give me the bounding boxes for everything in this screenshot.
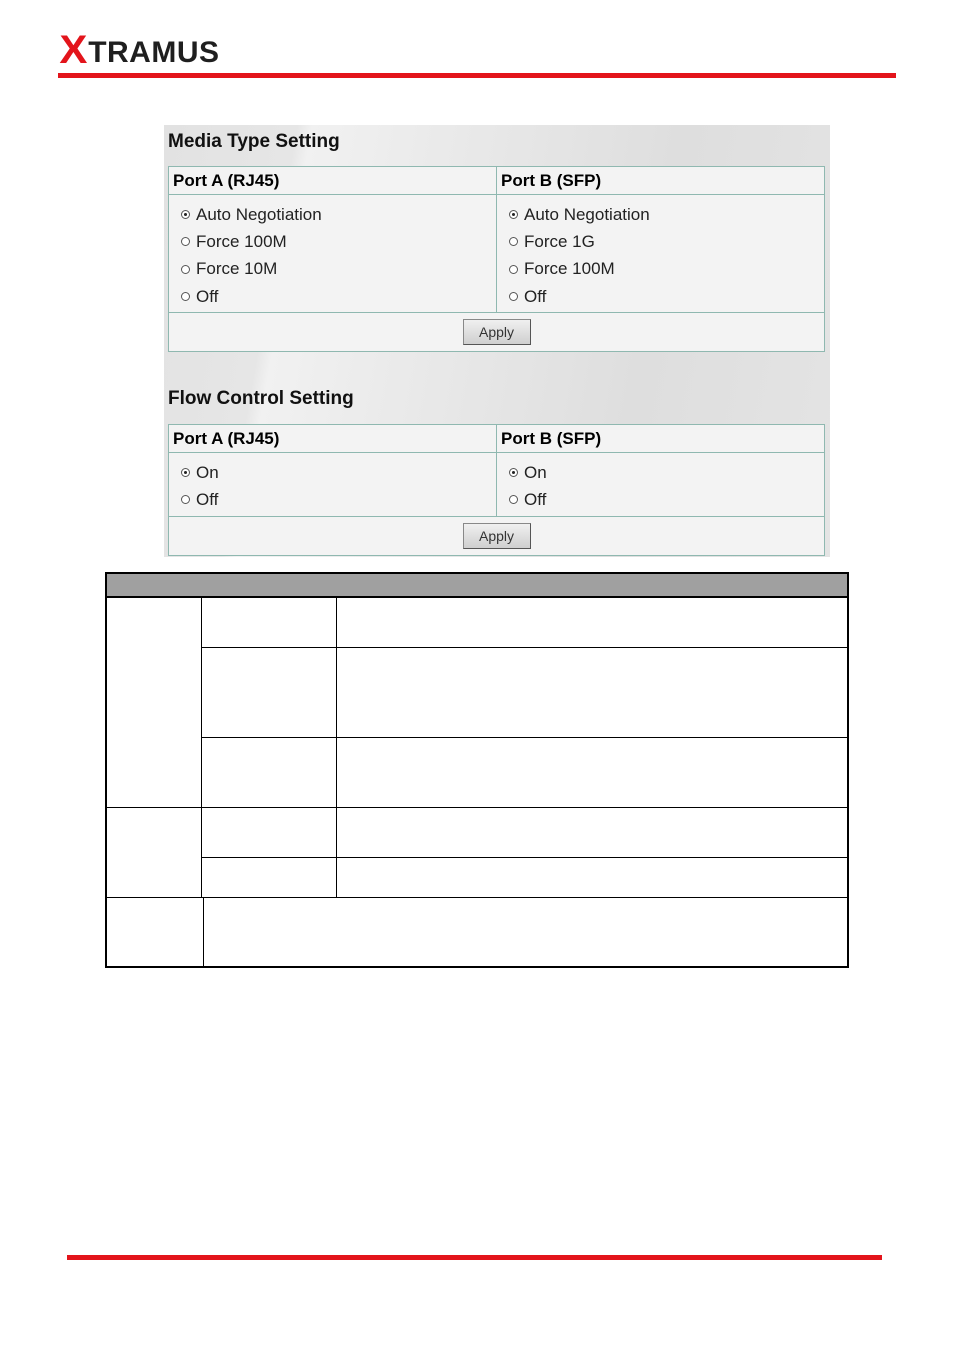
radio-option[interactable]: Force 10M [181,256,496,283]
logo-text: TRAMUS [88,36,220,69]
media-port-a-header: Port A (RJ45) [169,167,497,194]
table-header-row [107,574,847,598]
radio-icon[interactable] [509,292,518,301]
table-row-line [107,807,847,808]
radio-icon[interactable] [509,265,518,274]
media-type-title: Media Type Setting [168,131,340,152]
flow-port-a-options [169,453,497,516]
radio-icon[interactable] [181,265,190,274]
logo-x: X [59,28,88,72]
radio-option[interactable]: Off [509,283,824,310]
radio-icon[interactable] [181,237,190,246]
flow-control-title: Flow Control Setting [168,388,354,409]
media-port-b-header: Port B (SFP) [501,171,602,190]
radio-option[interactable]: Off [181,283,496,310]
media-type-box [168,166,825,352]
radio-option[interactable]: Force 100M [181,228,496,255]
radio-selected-icon[interactable] [509,210,518,219]
radio-option[interactable]: On [509,459,824,486]
table-row-line [202,857,847,858]
flow-control-box [168,424,825,556]
media-apply-button[interactable]: Apply [463,319,531,345]
flow-port-b-header: Port B (SFP) [501,429,602,448]
radio-selected-icon[interactable] [509,468,518,477]
radio-option[interactable]: Off [509,486,824,513]
radio-option[interactable]: Off [181,486,496,513]
radio-option[interactable]: Force 100M [509,256,824,283]
table-divider [336,598,337,897]
description-table [105,572,849,968]
table-row-line [202,647,847,648]
radio-option[interactable]: Auto Negotiation [509,201,824,228]
radio-option[interactable]: Force 1G [509,228,824,255]
xtramus-logo [60,30,220,70]
table-row-line [107,897,847,898]
header-rule [58,73,896,78]
table-divider [201,598,202,897]
radio-icon[interactable] [181,292,190,301]
radio-icon[interactable] [509,495,518,504]
radio-icon[interactable] [509,237,518,246]
media-port-b-options [497,195,824,312]
table-divider [203,897,204,968]
radio-option[interactable]: Auto Negotiation [181,201,496,228]
flow-port-b-options [497,453,824,516]
radio-option[interactable]: On [181,459,496,486]
footer-rule [67,1255,882,1260]
flow-apply-button[interactable]: Apply [463,523,531,549]
media-port-a-options [169,195,497,312]
flow-port-a-header: Port A (RJ45) [169,425,497,452]
radio-selected-icon[interactable] [181,468,190,477]
settings-screenshot [164,125,830,557]
radio-icon[interactable] [181,495,190,504]
table-row-line [202,737,847,738]
radio-selected-icon[interactable] [181,210,190,219]
